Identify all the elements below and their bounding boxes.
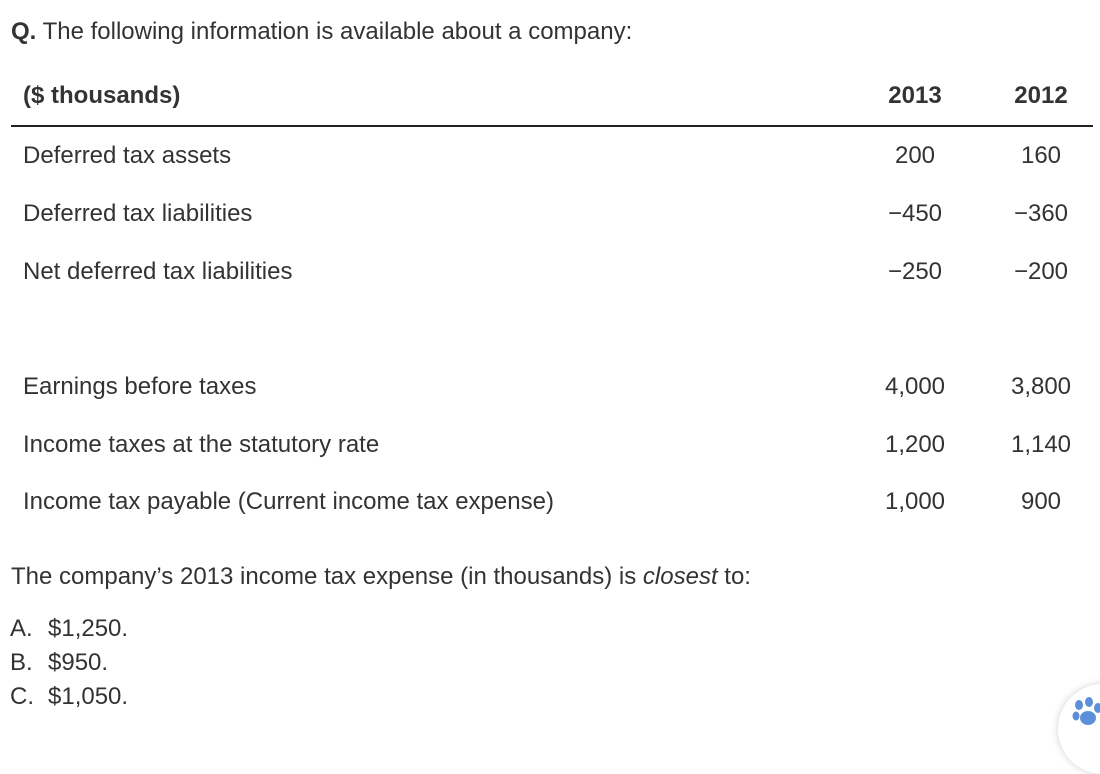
value-2012: −360: [1013, 200, 1069, 227]
table-header: [11, 78, 1093, 127]
table-row: [11, 194, 1093, 234]
question-text: [11, 16, 632, 48]
answer-option-b[interactable]: [10, 647, 108, 679]
option-text: $1,250.: [48, 615, 129, 642]
option-text: $1,050.: [48, 683, 129, 710]
row-label: Earnings before taxes: [23, 373, 257, 400]
row-label: Deferred tax assets: [23, 142, 232, 169]
row-label: Income tax payable (Current income tax expense): [23, 488, 554, 515]
units-header: ($ thousands): [23, 82, 181, 109]
value-2012: 900: [1020, 488, 1062, 515]
value-2013: 4,000: [884, 373, 946, 400]
value-2012: 1,140: [1010, 431, 1072, 458]
value-2013: 1,200: [884, 431, 946, 458]
option-letter: A.: [10, 615, 33, 642]
paw-icon: [1070, 696, 1100, 730]
value-2012: 160: [1020, 142, 1062, 169]
helper-badge[interactable]: [1058, 684, 1100, 774]
value-2012: −200: [1013, 258, 1069, 285]
option-text: $950.: [48, 649, 109, 676]
year-2013-header: 2013: [888, 82, 942, 109]
prompt-emphasis: closest: [642, 563, 718, 590]
question-body: The following information is available about a company:: [36, 18, 633, 45]
option-letter: B.: [10, 649, 33, 676]
row-label: Income taxes at the statutory rate: [23, 431, 380, 458]
value-2012: 3,800: [1010, 373, 1072, 400]
table-row: [11, 367, 1093, 407]
table-row: [11, 482, 1093, 522]
value-2013: −450: [887, 200, 943, 227]
table-row: [11, 136, 1093, 176]
year-2012-header: 2012: [1014, 82, 1068, 109]
question-label: Q.: [11, 18, 37, 45]
answer-option-a[interactable]: [10, 613, 128, 645]
table-row: [11, 425, 1093, 465]
value-2013: 200: [894, 142, 936, 169]
question-prompt: [11, 561, 751, 593]
row-label: Deferred tax liabilities: [23, 200, 253, 227]
answer-option-c[interactable]: [10, 681, 128, 713]
value-2013: −250: [887, 258, 943, 285]
option-letter: C.: [10, 683, 34, 710]
row-label: Net deferred tax liabilities: [23, 258, 293, 285]
table-row: [11, 252, 1093, 292]
prompt-text-after: to:: [717, 563, 751, 590]
value-2013: 1,000: [884, 488, 946, 515]
prompt-text-before: The company’s 2013 income tax expense (in thousands) is: [11, 563, 643, 590]
